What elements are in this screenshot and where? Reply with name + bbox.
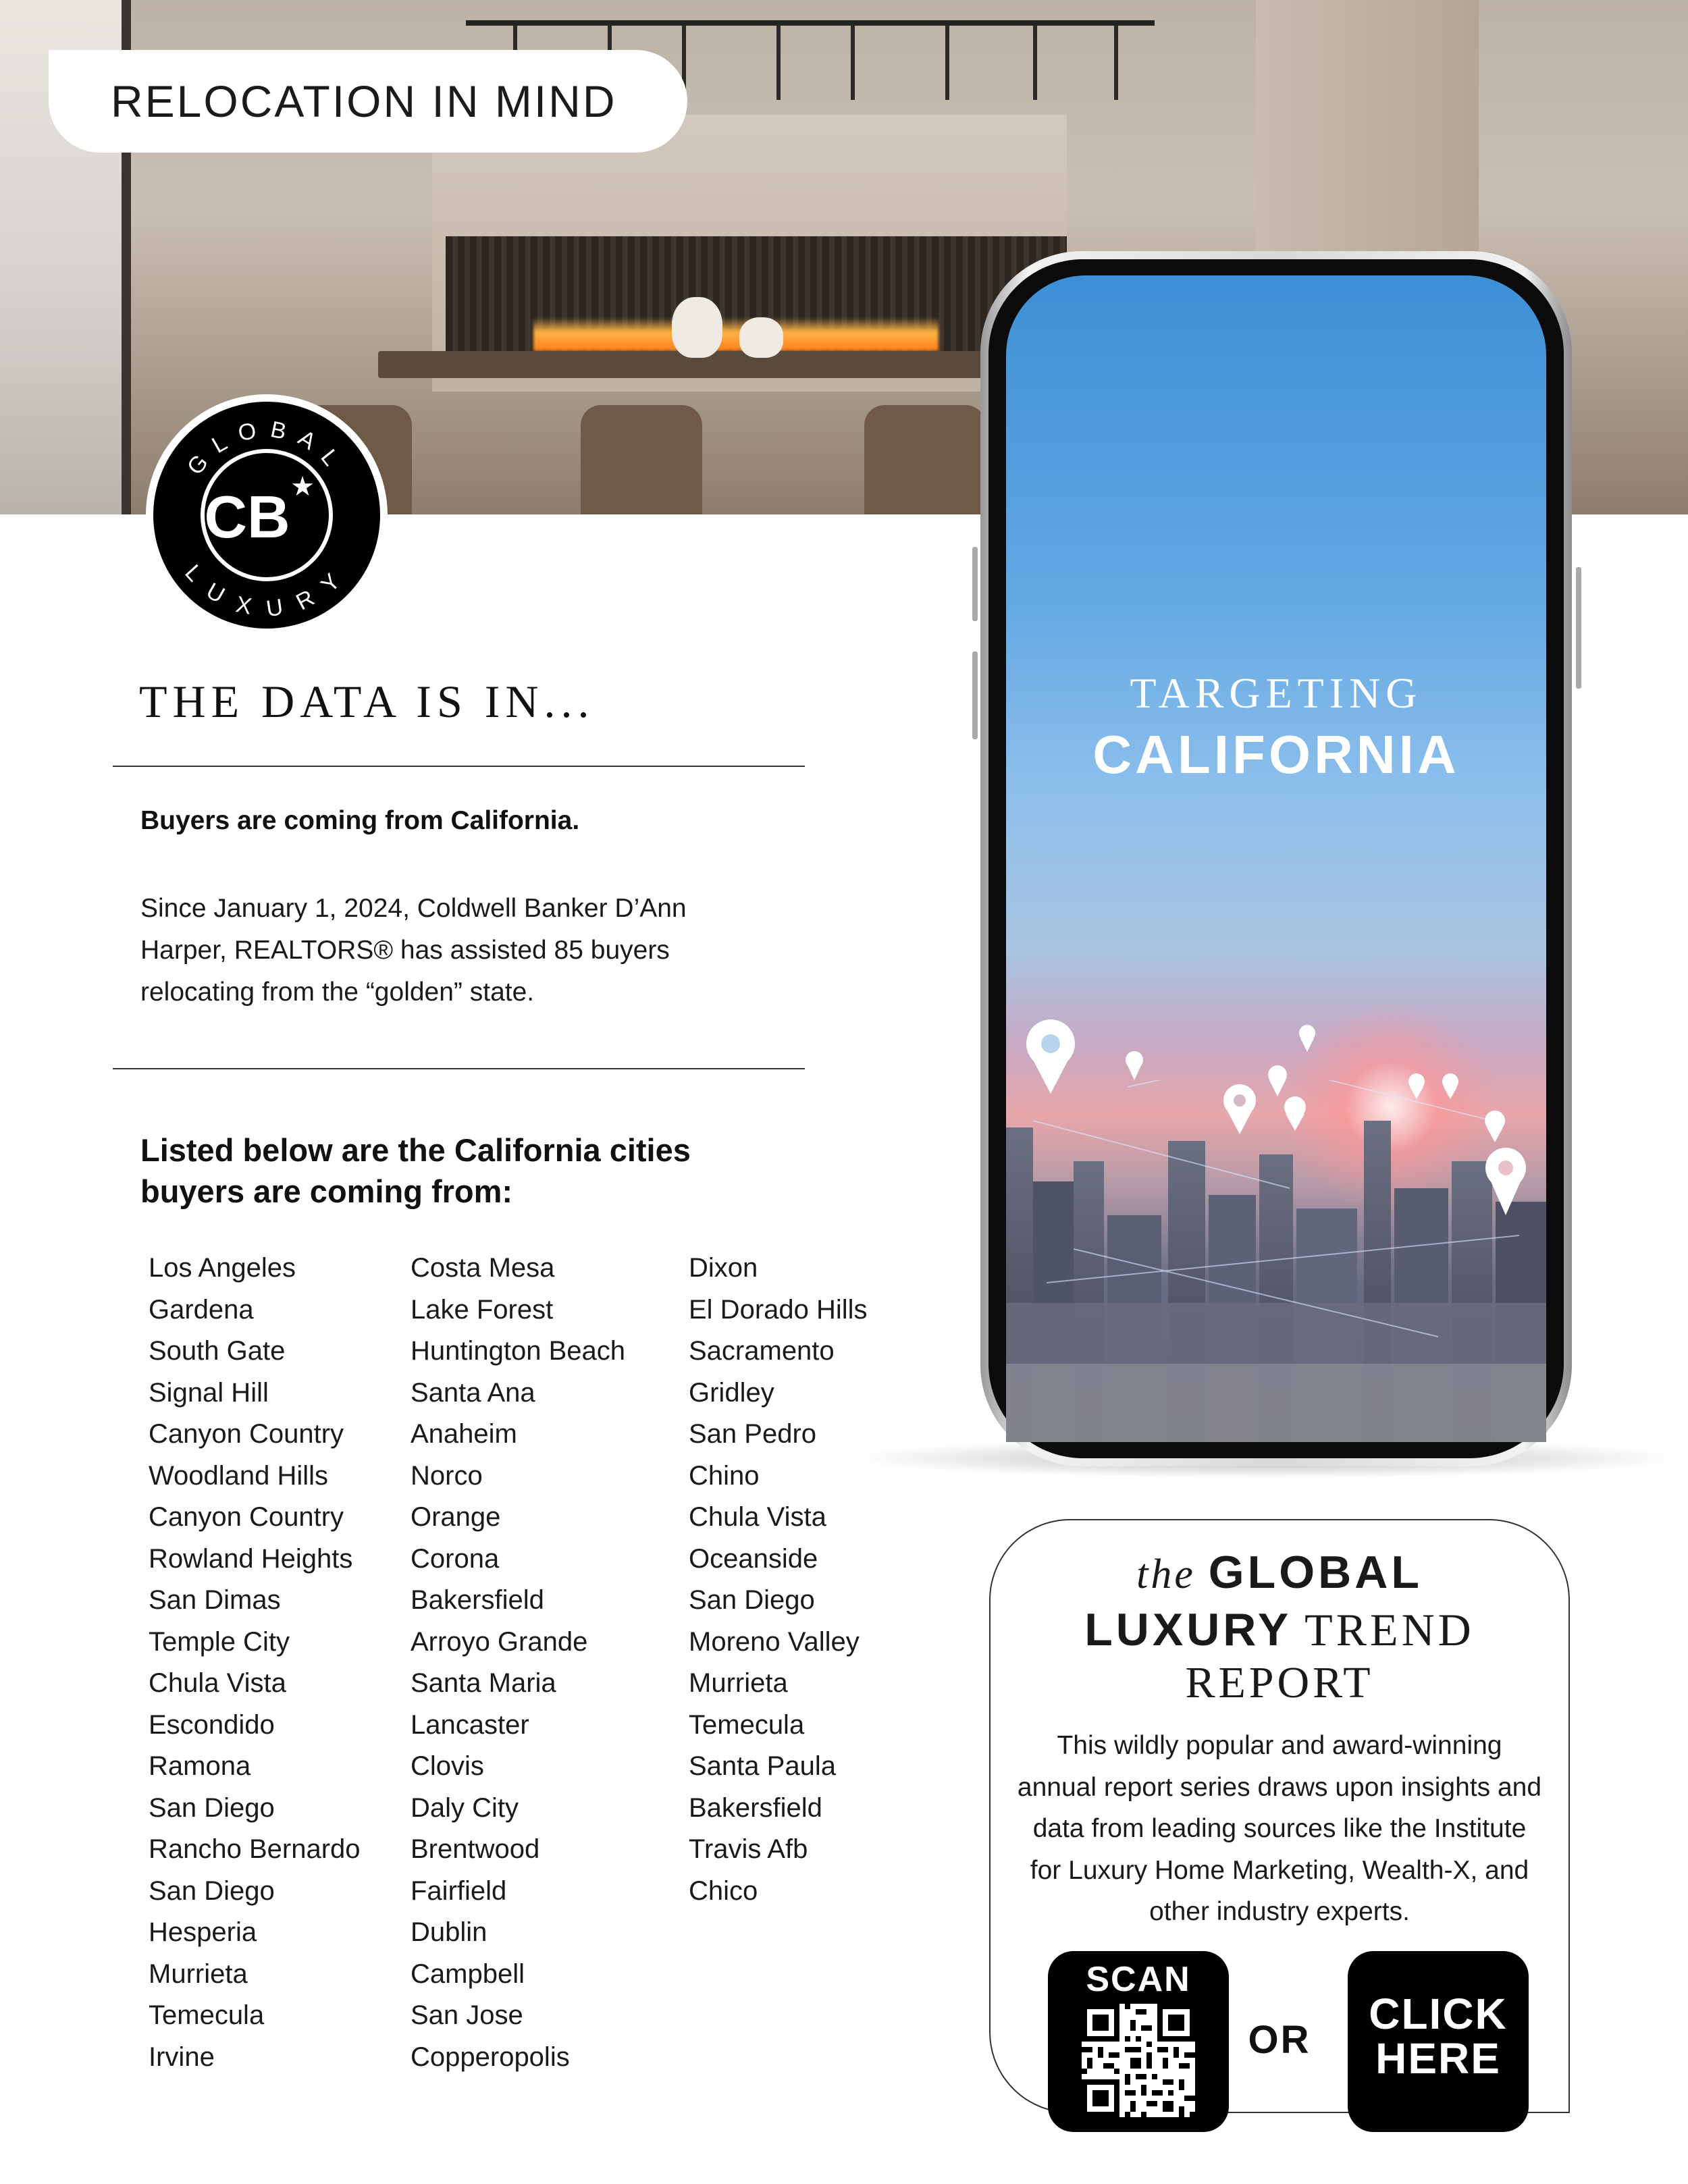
city-item: El Dorado Hills: [689, 1294, 868, 1325]
city-column-1: [149, 1248, 361, 2078]
city-item: Lancaster: [411, 1709, 529, 1740]
logo-graphic: [146, 394, 388, 636]
click-label-line-2: HERE: [1375, 2034, 1501, 2083]
city-item: San Diego: [149, 1875, 275, 1906]
city-item: Temecula: [149, 2000, 265, 2030]
light-tube: [1114, 26, 1118, 100]
report-title-report: REPORT: [1185, 1658, 1374, 1707]
report-title-trend: TREND: [1304, 1604, 1475, 1655]
city-item: Santa Maria: [411, 1668, 556, 1698]
city-item: Chico: [689, 1875, 758, 1906]
divider: [113, 766, 805, 767]
scan-label: SCAN: [1086, 1960, 1191, 1999]
city-item: Anaheim: [411, 1419, 517, 1449]
map-pins: [1006, 1013, 1546, 1215]
map-pin-icon: [1299, 1025, 1315, 1052]
logo-top-text: GLOBAL: [182, 416, 352, 481]
report-title-the: the: [1136, 1551, 1196, 1597]
city-item: Bakersfield: [689, 1792, 822, 1823]
decor-vase: [739, 317, 783, 358]
star-icon: ★: [290, 471, 315, 502]
city-item: Santa Ana: [411, 1377, 535, 1408]
city-item: Signal Hill: [149, 1377, 269, 1408]
city-item: Orange: [411, 1502, 501, 1532]
map-pin-icon: [1223, 1084, 1256, 1134]
city-item: Ramona: [149, 1751, 251, 1781]
targeting-label: TARGETING: [1130, 669, 1423, 717]
city-item: Canyon Country: [149, 1502, 344, 1532]
city-item: Campbell: [411, 1959, 525, 1989]
map-pin-icon: [1026, 1019, 1075, 1094]
logo-monogram-c: CB: [204, 483, 290, 550]
city-item: Irvine: [149, 2042, 215, 2072]
map-pin-icon: [1442, 1073, 1458, 1099]
logo-bottom-text: LUXURY: [180, 560, 354, 622]
city-item: Norco: [411, 1460, 483, 1491]
decor-vase: [672, 297, 722, 358]
city-item: San Diego: [149, 1792, 275, 1823]
city-item: Arroyo Grande: [411, 1626, 588, 1657]
phone-power-button: [1576, 567, 1581, 689]
light-tube: [776, 26, 781, 100]
city-item: Chino: [689, 1460, 760, 1491]
city-item: Temple City: [149, 1626, 290, 1657]
city-item: Clovis: [411, 1751, 484, 1781]
city-item: Bakersfield: [411, 1585, 544, 1615]
report-title-luxury: LUXURY: [1084, 1604, 1292, 1655]
city-item: Escondido: [149, 1709, 275, 1740]
map-pin-icon: [1408, 1073, 1425, 1099]
california-label: CALIFORNIA: [1092, 724, 1460, 784]
city-item: Santa Paula: [689, 1751, 836, 1781]
phone-volume-button: [972, 547, 978, 621]
city-item: San Dimas: [149, 1585, 281, 1615]
city-item: Gridley: [689, 1377, 774, 1408]
city-item: Travis Afb: [689, 1834, 808, 1864]
city-item: Hesperia: [149, 1917, 257, 1947]
city-item: Dixon: [689, 1253, 758, 1283]
city-item: San Pedro: [689, 1419, 817, 1449]
city-item: Costa Mesa: [411, 1253, 555, 1283]
map-pin-icon: [1485, 1148, 1526, 1215]
city-item: Moreno Valley: [689, 1626, 860, 1657]
city-item: Woodland Hills: [149, 1460, 329, 1491]
city-item: Corona: [411, 1543, 500, 1574]
report-title-line-1: [989, 1546, 1570, 1599]
fireplace-flames: [533, 317, 939, 351]
dining-chair: [864, 405, 986, 514]
dining-chair: [581, 405, 702, 514]
city-item: Canyon Country: [149, 1419, 344, 1449]
pendant-light: [466, 20, 1155, 26]
page-title: RELOCATION IN MIND: [111, 76, 617, 126]
city-item: South Gate: [149, 1336, 286, 1366]
light-tube: [1033, 26, 1037, 100]
report-title-global: GLOBAL: [1208, 1547, 1423, 1598]
city-item: Brentwood: [411, 1834, 540, 1864]
title-pill: [49, 50, 687, 153]
city-item: San Diego: [689, 1585, 815, 1615]
city-item: Gardena: [149, 1294, 254, 1325]
city-item: Huntington Beach: [411, 1336, 626, 1366]
city-item: Murrieta: [689, 1668, 788, 1698]
map-pin-icon: [1284, 1096, 1306, 1131]
global-luxury-logo: [146, 394, 388, 636]
click-here-label[interactable]: [1348, 1992, 1529, 2081]
city-item: Los Angeles: [149, 1253, 296, 1283]
light-tube: [945, 26, 949, 100]
city-item: Chula Vista: [689, 1502, 826, 1532]
city-item: Fairfield: [411, 1875, 507, 1906]
map-pin-icon: [1126, 1051, 1143, 1080]
city-item: Copperopolis: [411, 2042, 570, 2072]
city-item: Lake Forest: [411, 1294, 554, 1325]
click-label-line-1: CLICK: [1369, 1990, 1508, 2038]
dining-table: [378, 351, 986, 378]
city-item: Oceanside: [689, 1543, 818, 1574]
city-item: Rowland Heights: [149, 1543, 353, 1574]
city-item: Sacramento: [689, 1336, 835, 1366]
qr-code-icon[interactable]: [1082, 2004, 1195, 2117]
city-item: Murrieta: [149, 1959, 248, 1989]
city-item: San Jose: [411, 2000, 523, 2030]
city-item: Daly City: [411, 1792, 519, 1823]
data-heading: THE DATA IS IN...: [139, 676, 595, 727]
city-item: Chula Vista: [149, 1668, 286, 1698]
city-column-2: [411, 1248, 625, 2078]
light-tube: [851, 26, 855, 100]
city-column-3: [689, 1248, 868, 1912]
city-item: Dublin: [411, 1917, 487, 1947]
report-description: This wildly popular and award-winning annual report series draws upon insights and data from leading sources like the Institute for Luxury Home Marketing, Wealth-X, and other industry experts.: [1017, 1731, 1542, 1926]
phone-volume-button: [972, 651, 978, 739]
map-pin-icon: [1485, 1111, 1505, 1142]
map-pin-icon: [1268, 1065, 1287, 1096]
cities-heading: Listed below are the California cities buyers are coming from:: [140, 1132, 691, 1209]
city-item: Rancho Bernardo: [149, 1834, 361, 1864]
city-item: Temecula: [689, 1709, 805, 1740]
lead-statement: Buyers are coming from California.: [140, 806, 580, 835]
or-label: OR: [1248, 2018, 1311, 2062]
report-title-line-2: [989, 1603, 1570, 1657]
divider: [113, 1068, 805, 1069]
lead-paragraph: Since January 1, 2024, Coldwell Banker D’Ann Harper, REALTORS® has assisted 85 buyers relocating from the “golden” state.: [140, 894, 687, 1007]
